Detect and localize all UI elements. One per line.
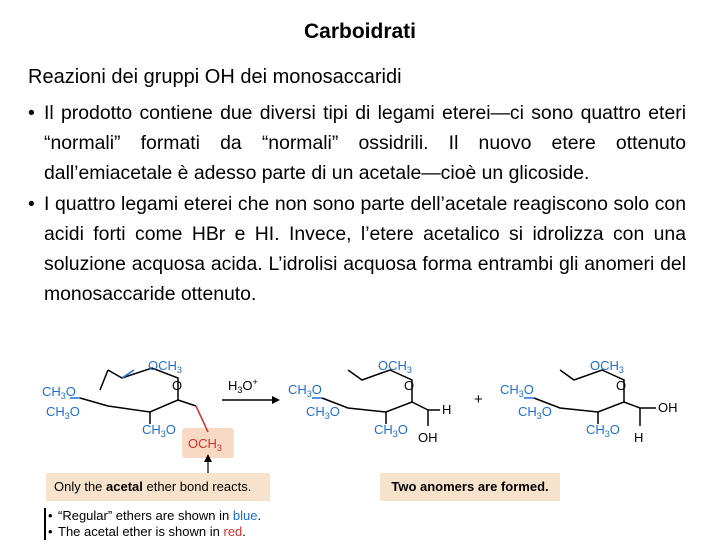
arrow-right-icon [272, 396, 280, 404]
ch3o-label: $CH_3O$ [46, 404, 80, 421]
legend-text: . [242, 524, 246, 539]
reaction-arrow [222, 377, 280, 404]
och3-label: $OCH_3$ [378, 358, 412, 375]
page-title: Carboidrati [303, 20, 416, 43]
ch3o-label: $CH_3O$ [374, 422, 408, 439]
legend-text: “Regular” ethers are shown in [58, 508, 233, 523]
bullet-item [26, 98, 686, 189]
note-text: ether bond reacts. [142, 479, 252, 494]
legend-color-word: red [223, 524, 243, 539]
bullet-text: Il prodotto contiene due diversi tipi di legami eterei—ci sono quattro eteri “normali” formati da “normali” ossidrili. Il nuovo etere ottenuto dall’emiacetale è adesso parte di un acetale—cioè un glicoside. [44, 102, 686, 185]
h-label: H [442, 402, 452, 417]
bullet-dot-icon: • [28, 102, 35, 124]
bullet-dot-icon: • [48, 508, 53, 523]
och3-label: $OCH_3$ [148, 358, 182, 375]
reagent-label: $H_3O^+$ [228, 377, 258, 395]
note-highlight: acetal [106, 479, 143, 494]
ring-oxygen-label: O [172, 378, 183, 393]
oh-label: OH [418, 430, 438, 445]
legend-text: The acetal ether is shown in [58, 524, 224, 539]
ring-oxygen-label: O [616, 378, 627, 393]
acetal-note-box [46, 473, 270, 501]
oh-label: OH [658, 400, 678, 415]
anomers-note-box: Two anomers are formed. [380, 473, 560, 501]
bullet-item [26, 189, 686, 310]
ch3o-label: $CH_3O$ [306, 404, 340, 421]
glycoside-molecule [42, 358, 234, 490]
color-legend [44, 508, 261, 540]
ch3o-label: $CH_3O$ [288, 382, 322, 399]
bullet-dot-icon: • [28, 192, 35, 215]
legend-color-word: blue [232, 508, 258, 523]
ch3o-label: $CH_3O$ [586, 422, 620, 439]
plus-sign: + [474, 391, 483, 408]
h-label: H [634, 430, 644, 445]
legend-item [44, 524, 261, 540]
ring-oxygen-label: O [404, 378, 415, 393]
legend-item [44, 508, 261, 524]
och3-label: $OCH_3$ [590, 358, 624, 375]
anomer-molecule [500, 358, 678, 445]
ch3o-label: $CH_3O$ [142, 422, 176, 439]
legend-text: . [257, 508, 262, 523]
acetal-och3-label: $OCH_3$ [188, 436, 222, 453]
section-subtitle: Reazioni dei gruppi OH dei monosaccaridi [28, 66, 402, 88]
note-text: Only the [54, 479, 107, 494]
bullet-text: I quattro legami eterei che non sono parte dell’acetale reagiscono solo con acidi forti come HBr e HI. Invece, l’etere acetalico si idrolizza con una soluzione acquosa acida. L’idrolisi acquosa forma entrambi gli anomeri del monosaccaride ottenuto. [44, 192, 686, 306]
bullet-list [26, 98, 686, 309]
ch3o-label: $CH_3O$ [42, 384, 76, 401]
ch3o-label: $CH_3O$ [500, 382, 534, 399]
anomer-molecule [288, 358, 451, 445]
ch3o-label: $CH_3O$ [518, 404, 552, 421]
bullet-dot-icon: • [48, 524, 53, 539]
